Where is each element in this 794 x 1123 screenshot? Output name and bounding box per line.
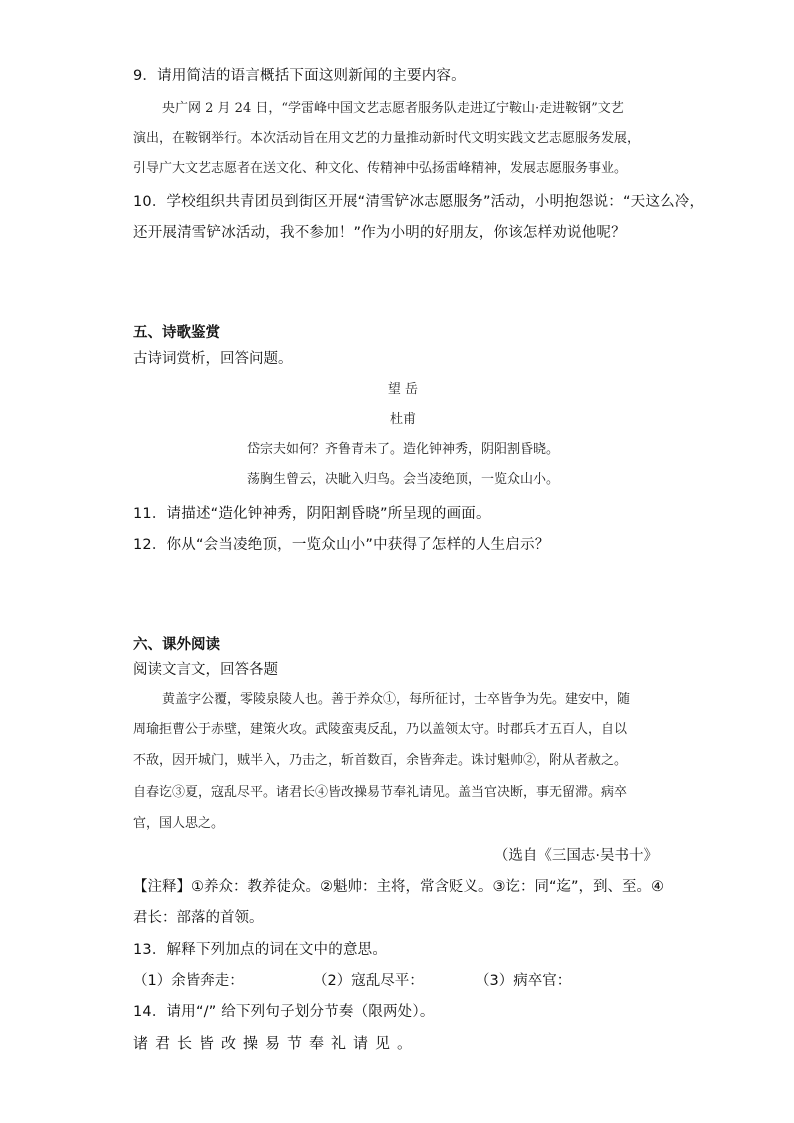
notes-line-2: 君长：部落的首领。 <box>133 910 264 926</box>
question-14-prompt: 14．请用“/” 给下列句子划分节奏（限两处）。 <box>133 1004 435 1020</box>
passage-line-2: 周瑜拒曹公于赤壁，建策火攻。武陵蛮夷反乱，乃以盖领太守。时郡兵才五百人，自以 <box>133 722 628 737</box>
poem-line-1: 岱宗夫如何？齐鲁青未了。造化钟神秀，阴阳割昏晓。 <box>246 442 559 457</box>
poem-line-2: 荡胸生曾云，决眦入归鸟。会当凌绝顶，一览众山小。 <box>246 472 559 487</box>
section-6-heading: 六、课外阅读 <box>133 637 220 653</box>
question-9-prompt: 9．请用简洁的语言概括下面这则新闻的主要内容。 <box>133 68 466 84</box>
section-5-heading: 五、诗歌鉴赏 <box>133 325 220 341</box>
question-10-line-2: 还开展清雪铲冰活动，我不参加！”作为小明的好朋友，你该怎样劝说他呢？ <box>133 225 626 241</box>
question-14-sentence: 诸君长皆改操易节奉礼请见。 <box>133 1034 420 1052</box>
question-13-item-3: （3）病卒官： <box>475 973 572 989</box>
question-13-item-1: （1）余皆奔走： <box>133 973 244 989</box>
notes-line-1: 【注释】①养众：教养徒众。②魁帅：主将，常含贬义。③讫：同“迄”，到、至。④ <box>133 879 665 895</box>
poem-author: 杜甫 <box>389 412 416 427</box>
passage-line-5: 官，国人思之。 <box>133 816 225 831</box>
question-13-prompt: 13．解释下列加点的词在文中的意思。 <box>133 942 388 958</box>
question-10-line-1: 10．学校组织共青团员到街区开展“清雪铲冰志愿服务”活动，小明抱怨说：“天这么冷， <box>133 194 705 210</box>
section-6-intro: 阅读文言文，回答各题 <box>133 662 278 678</box>
question-12: 12．你从“会当凌绝顶，一览众山小”中获得了怎样的人生启示？ <box>133 537 550 553</box>
passage-source: （选自《三国志·吴书十》 <box>493 848 658 864</box>
question-11: 11．请描述“造化钟神秀，阴阳割昏晓”所呈现的画面。 <box>133 506 491 522</box>
poem-title: 望 岳 <box>387 382 419 397</box>
question-13-item-2: （2）寇乱尽平： <box>313 973 424 989</box>
section-5-intro: 古诗词赏析，回答问题。 <box>133 351 293 367</box>
passage-line-3: 不敌，因开城门，贼半入，乃击之，斩首数百，余皆奔走。诛讨魁帅②，附从者赦之。 <box>133 753 628 768</box>
news-line-1: 央广网 2 月 24 日，“学雷峰中国文艺志愿者服务队走进辽宁鞍山·走进鞍钢”文艺 <box>162 101 624 116</box>
passage-line-1: 黄盖字公覆，零陵泉陵人也。善于养众①，每所征讨，士卒皆争为先。建安中，随 <box>162 692 631 707</box>
news-line-2: 演出，在鞍钢举行。本次活动旨在用文艺的力量推动新时代文明实践文艺志愿服务发展， <box>133 131 641 146</box>
passage-line-4: 自春讫③夏，寇乱尽平。诸君长④皆改操易节奉礼请见。盖当官决断，事无留滞。病卒 <box>133 785 628 800</box>
news-line-3: 引导广大文艺志愿者在送文化、种文化、传精神中弘扬雷峰精神，发展志愿服务事业。 <box>133 161 628 176</box>
question-13-items <box>133 971 673 991</box>
